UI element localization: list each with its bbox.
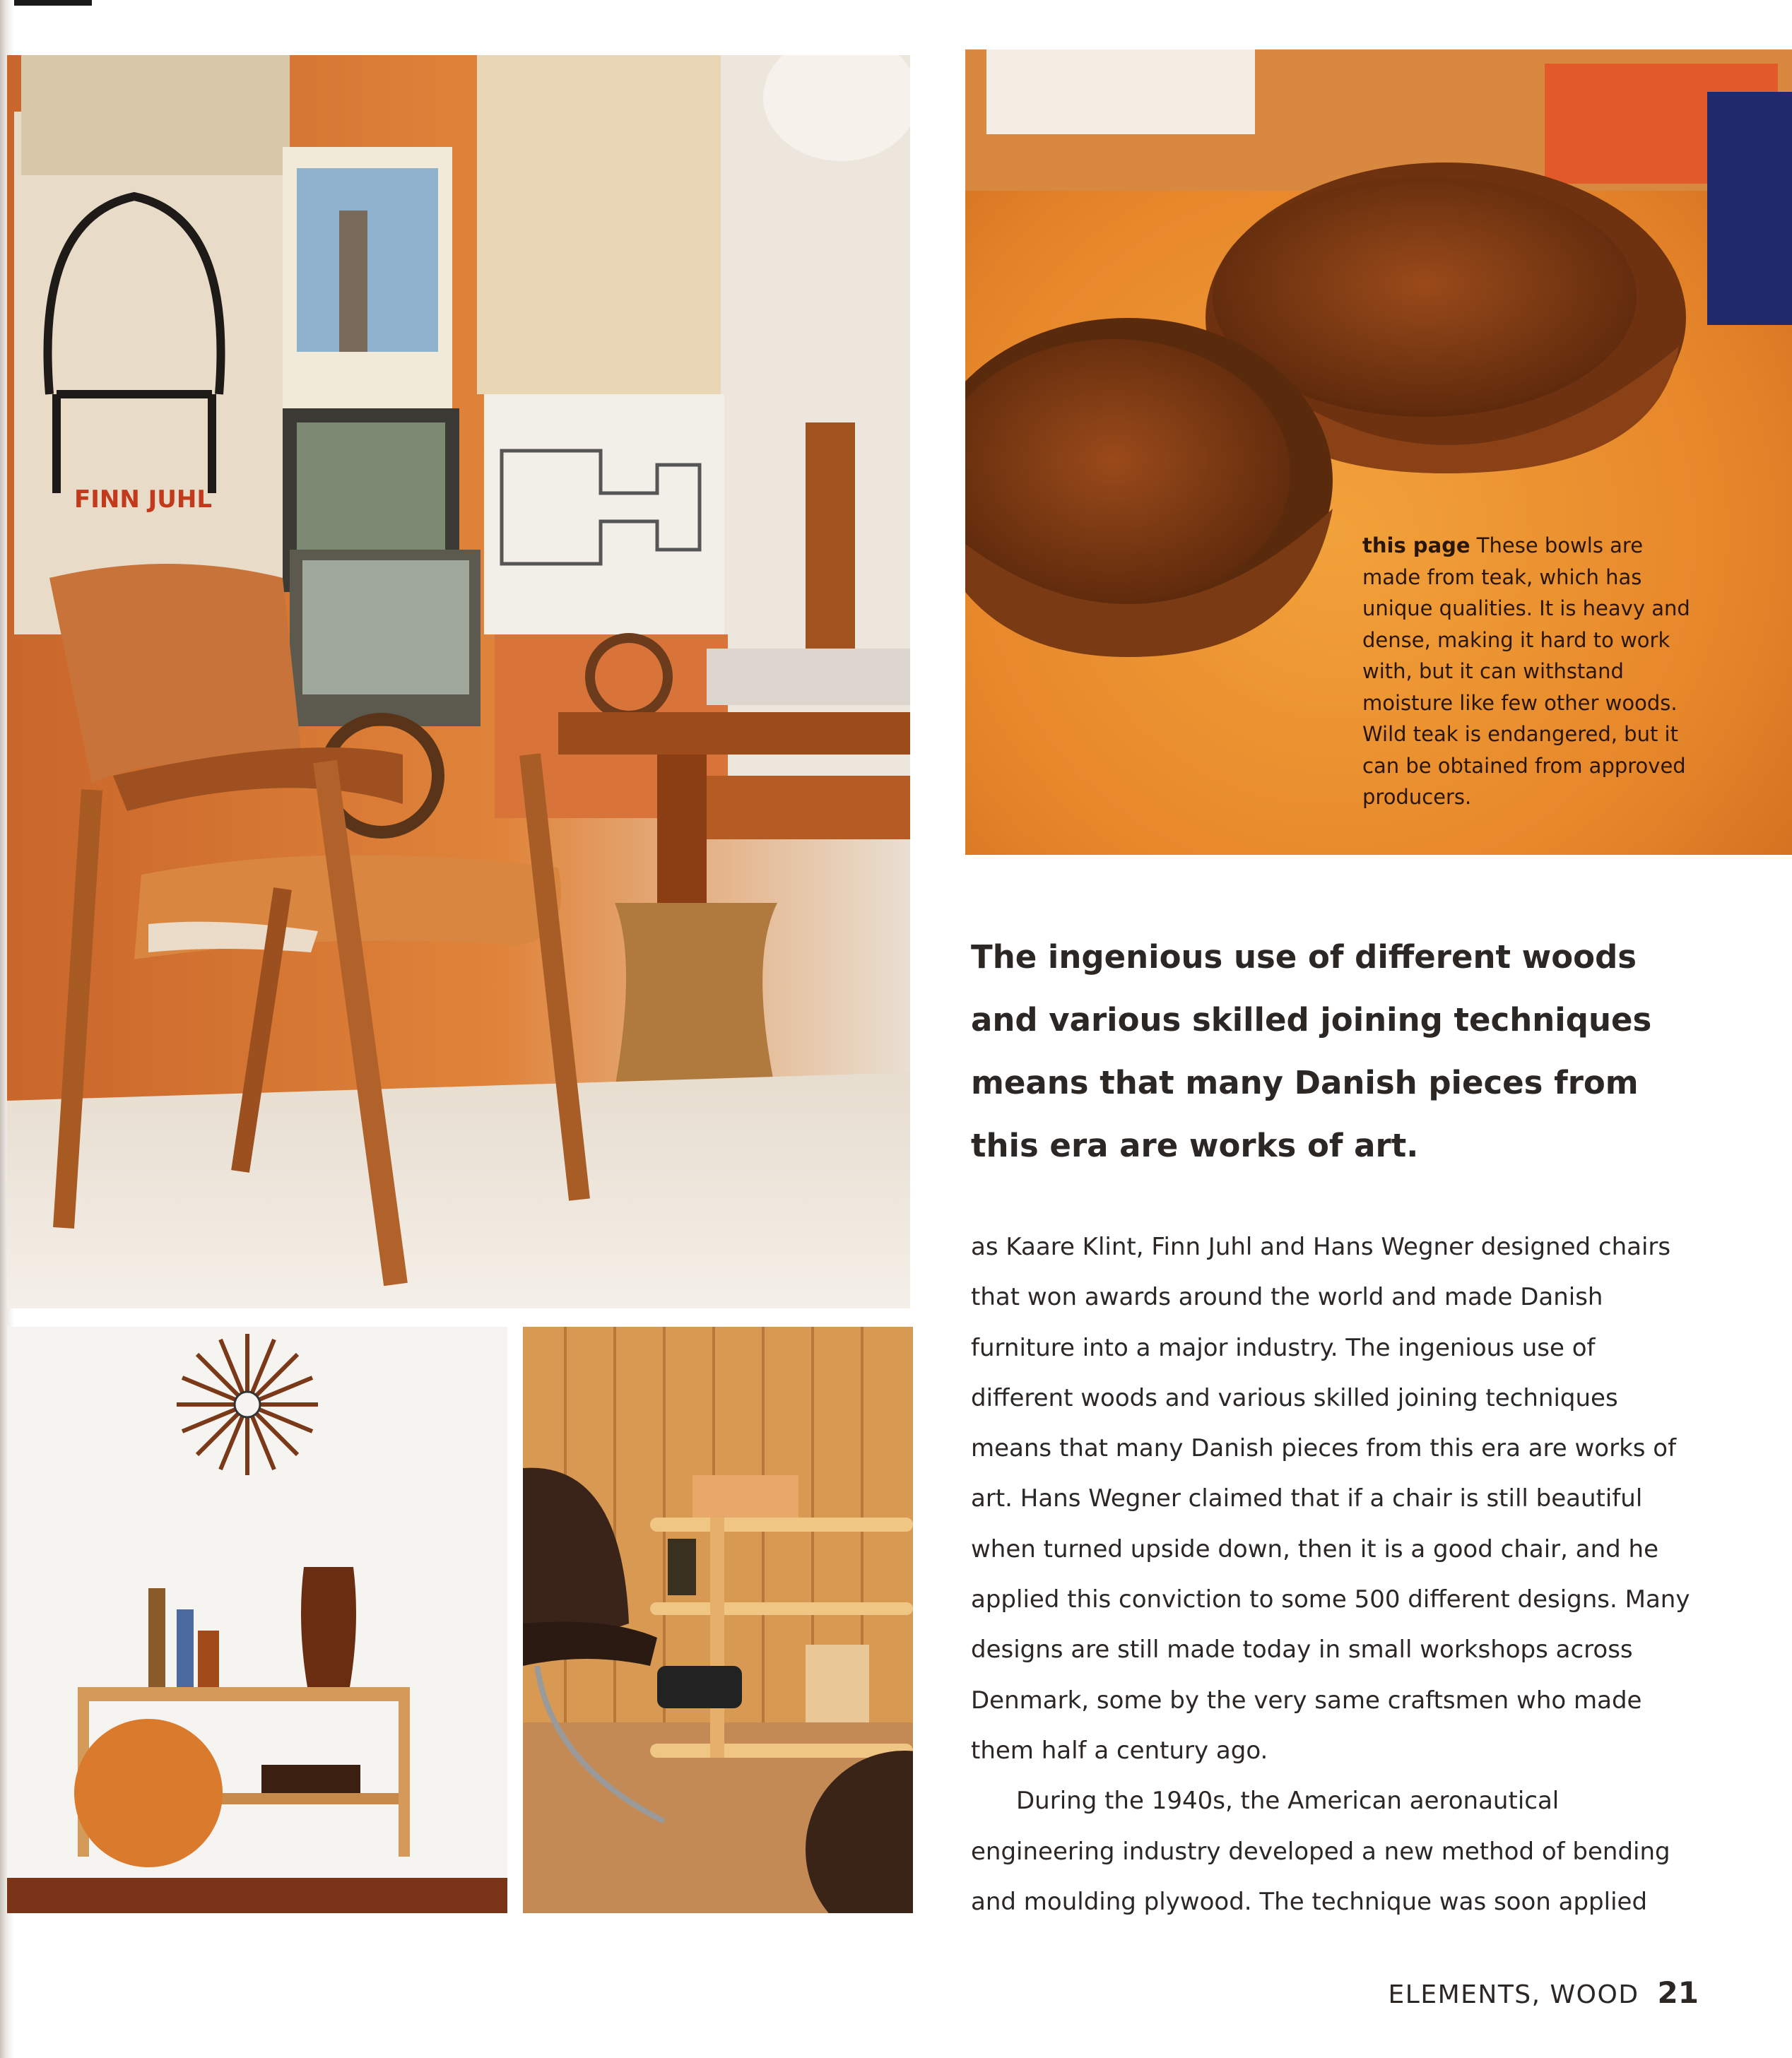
- pull-quote: The ingenious use of different woods and various skilled joining techniques means that many Danish pieces from this era are works of art.: [971, 938, 1652, 1164]
- section-name: ELEMENTS, WOOD: [1388, 1980, 1639, 2009]
- poster-title: FINN JUHL: [74, 485, 213, 514]
- body-paragraph-1: as Kaare Klint, Finn Juhl and Hans Wegner designed chairs that won awards around the world and made Danish furniture into a major industry. The ingenious use of different woods and various skilled joining techniques means that many Danish pieces from this era are works of art. Hans Wegner claimed that if a chair is still beautiful when turned upside down, then it is a good chair, and he applied this conviction to some 500 different designs. Many designs are still made today in small workshops across Denmark, some by the very same craftsmen who made them half a century ago.: [971, 1233, 1690, 1765]
- bar-cart-photo: [7, 1327, 507, 1913]
- running-footer: [1389, 1975, 1699, 2010]
- photo-caption: [1362, 530, 1702, 813]
- chair-interior-photo: [7, 55, 910, 1308]
- body-paragraph-2: During the 1940s, the American aeronautical engineering industry developed a new method of bending and moulding plywood. The technique was soon applied: [971, 1787, 1670, 1916]
- caption-text: These bowls are made from teak, which has unique qualities. It is heavy and dense, making it hard to work with, but it can withstand moisture like few other woods. Wild teak is endangered, but it can be obtained from approved producers.: [1362, 533, 1690, 809]
- body-text: [971, 1222, 1699, 1927]
- caption-label: this page: [1362, 533, 1470, 557]
- page-number: 21: [1657, 1975, 1699, 2010]
- shelf-chair-photo: [523, 1327, 913, 1913]
